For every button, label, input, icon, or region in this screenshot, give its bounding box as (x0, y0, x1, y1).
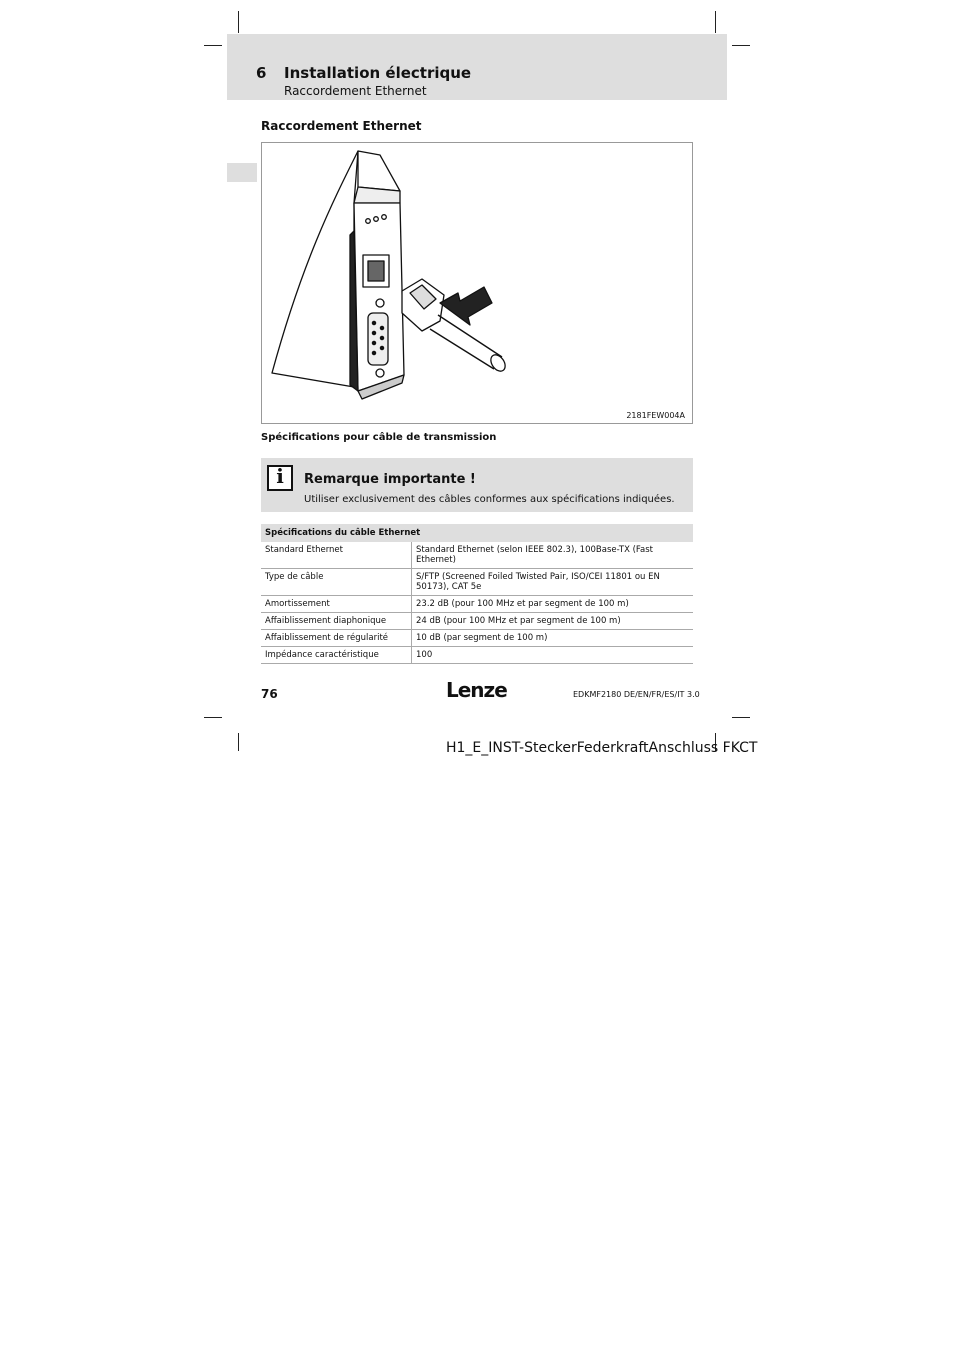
table-row (261, 596, 693, 613)
table-row (261, 542, 693, 569)
document-reference: EDKMF2180 DE/EN/FR/ES/IT 3.0 (573, 690, 700, 699)
info-icon (267, 465, 293, 491)
figure-caption: Spécifications pour câble de transmission (261, 432, 497, 443)
chapter-title: Installation électrique (284, 64, 472, 82)
crop-mark (732, 45, 750, 46)
note-title: Remarque importante ! (304, 472, 476, 487)
spec-value: 10 dB (par segment de 100 m) (412, 630, 694, 647)
crop-mark (732, 717, 750, 718)
crop-mark (204, 717, 222, 718)
section-title: Raccordement Ethernet (261, 119, 422, 133)
spec-label: Type de câble (261, 569, 412, 596)
table-header-row (261, 524, 693, 542)
spec-label: Affaiblissement diaphonique (261, 613, 412, 630)
file-label: H1_E_INST-SteckerFederkraftAnschluss FKCT (446, 740, 758, 756)
table-header: Spécifications du câble Ethernet (261, 524, 693, 542)
spec-value: 24 dB (pour 100 MHz et par segment de 100 m) (412, 613, 694, 630)
crop-mark (715, 11, 716, 33)
note-text: Utiliser exclusivement des câbles conformes aux spécifications indiquées. (304, 494, 675, 505)
figure-code: 2181FEW004A (626, 411, 685, 420)
side-tab-marker (227, 163, 257, 182)
spec-label: Amortissement (261, 596, 412, 613)
table-row (261, 613, 693, 630)
ethernet-connection-figure (261, 142, 693, 424)
spec-value: S/FTP (Screened Foiled Twisted Pair, ISO/CEI 11801 ou EN 50173), CAT 5e (412, 569, 694, 596)
crop-mark (238, 733, 239, 751)
table-row (261, 569, 693, 596)
chapter-subtitle: Raccordement Ethernet (284, 84, 427, 98)
spec-label: Affaiblissement de régularité (261, 630, 412, 647)
page-number: 76 (261, 687, 278, 701)
cable-spec-table (261, 524, 693, 664)
device-illustration (262, 143, 692, 423)
spec-value: 100 (412, 647, 694, 664)
crop-mark (238, 11, 239, 33)
crop-mark (204, 45, 222, 46)
spec-value: 23.2 dB (pour 100 MHz et par segment de 100 m) (412, 596, 694, 613)
info-icon-glyph: i (276, 464, 284, 488)
important-note-box (261, 458, 693, 512)
spec-value: Standard Ethernet (selon IEEE 802.3), 100Base-TX (Fast Ethernet) (412, 542, 694, 569)
spec-label: Standard Ethernet (261, 542, 412, 569)
table-row (261, 647, 693, 664)
chapter-number: 6 (256, 64, 267, 82)
spec-label: Impédance caractéristique (261, 647, 412, 664)
table-row (261, 630, 693, 647)
lenze-logo: Lenze (446, 678, 507, 702)
